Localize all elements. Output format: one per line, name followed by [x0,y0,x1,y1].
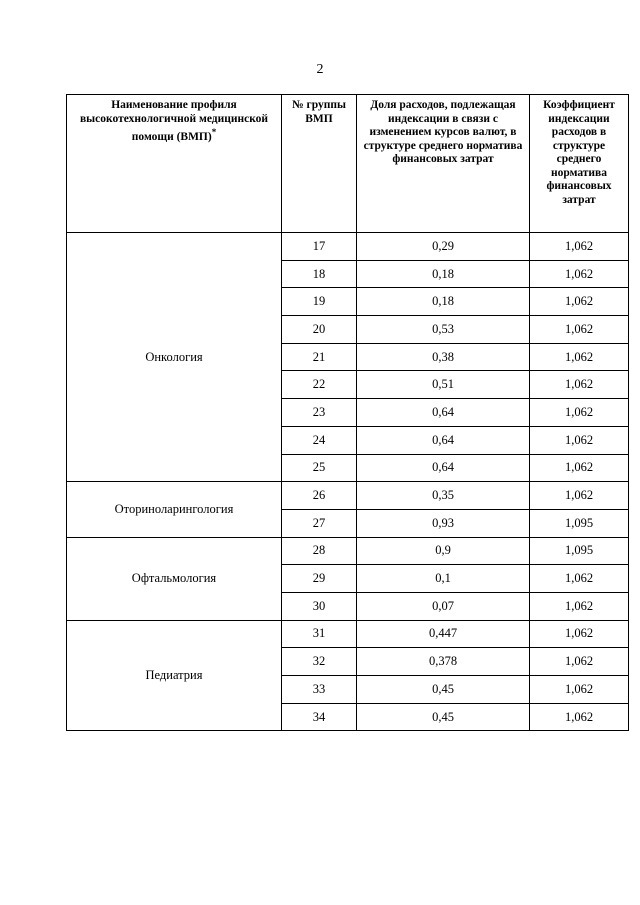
group-cell: 28 [282,537,357,565]
group-cell: 22 [282,371,357,399]
share-cell: 0,64 [357,399,530,427]
group-cell: 18 [282,260,357,288]
coefficient-cell: 1,095 [530,509,629,537]
share-cell: 0,45 [357,703,530,731]
coefficient-cell: 1,062 [530,316,629,344]
group-cell: 25 [282,454,357,482]
coefficient-cell: 1,062 [530,260,629,288]
group-cell: 20 [282,316,357,344]
coefficient-cell: 1,062 [530,676,629,704]
profile-cell: Офтальмология [67,537,282,620]
coefficient-cell: 1,062 [530,482,629,510]
coefficient-cell: 1,062 [530,371,629,399]
table-row [67,537,629,565]
coefficient-cell: 1,062 [530,343,629,371]
coefficient-cell: 1,095 [530,537,629,565]
group-cell: 27 [282,509,357,537]
share-cell: 0,18 [357,288,530,316]
coefficient-cell: 1,062 [530,399,629,427]
group-cell: 32 [282,648,357,676]
share-cell: 0,07 [357,592,530,620]
share-cell: 0,51 [357,371,530,399]
group-cell: 34 [282,703,357,731]
coefficient-cell: 1,062 [530,565,629,593]
header-profile: Наименование профиля высокотехнологичной медицинской помощи (ВМП)* [67,95,282,233]
table-row [67,233,629,261]
group-cell: 19 [282,288,357,316]
group-cell: 30 [282,592,357,620]
share-cell: 0,447 [357,620,530,648]
share-cell: 0,35 [357,482,530,510]
table-row [67,620,629,648]
group-cell: 23 [282,399,357,427]
header-share: Доля расходов, подлежащая индексации в связи с изменением курсов валют, в структуре среднего норматива финансовых затрат [357,95,530,233]
profile-cell: Онкология [67,233,282,482]
share-cell: 0,1 [357,565,530,593]
indexation-table [66,94,629,731]
share-cell: 0,93 [357,509,530,537]
table-row [67,482,629,510]
group-cell: 17 [282,233,357,261]
group-cell: 29 [282,565,357,593]
share-cell: 0,18 [357,260,530,288]
coefficient-cell: 1,062 [530,703,629,731]
table-header-row [67,95,629,233]
coefficient-cell: 1,062 [530,233,629,261]
share-cell: 0,378 [357,648,530,676]
group-cell: 31 [282,620,357,648]
page-number: 2 [316,62,324,77]
group-cell: 24 [282,426,357,454]
coefficient-cell: 1,062 [530,620,629,648]
group-cell: 26 [282,482,357,510]
header-coefficient: Коэффициент индексации расходов в структуре среднего норматива финансовых затрат [530,95,629,233]
share-cell: 0,64 [357,426,530,454]
coefficient-cell: 1,062 [530,454,629,482]
profile-cell: Оториноларингология [67,482,282,537]
share-cell: 0,64 [357,454,530,482]
share-cell: 0,9 [357,537,530,565]
coefficient-cell: 1,062 [530,288,629,316]
coefficient-cell: 1,062 [530,648,629,676]
group-cell: 33 [282,676,357,704]
coefficient-cell: 1,062 [530,426,629,454]
share-cell: 0,53 [357,316,530,344]
profile-cell: Педиатрия [67,620,282,731]
table-body [67,233,629,731]
group-cell: 21 [282,343,357,371]
header-group: № группы ВМП [282,95,357,233]
share-cell: 0,38 [357,343,530,371]
share-cell: 0,29 [357,233,530,261]
share-cell: 0,45 [357,676,530,704]
coefficient-cell: 1,062 [530,592,629,620]
